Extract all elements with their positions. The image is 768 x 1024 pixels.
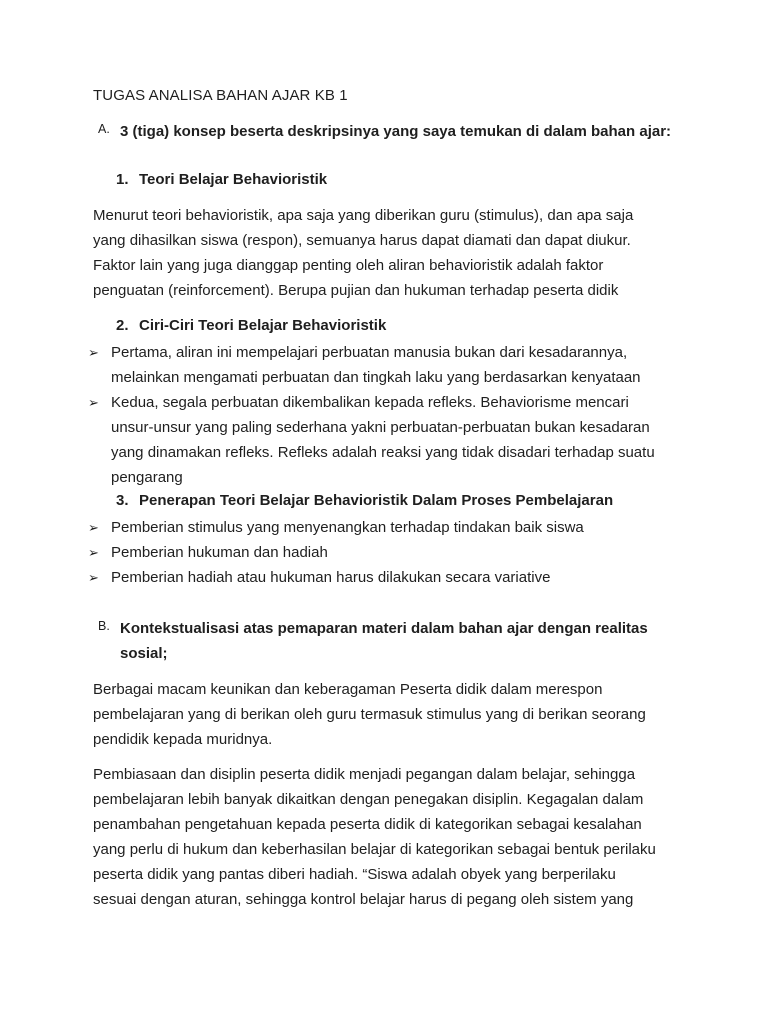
paragraph-line: penguatan (reinforcement). Berupa pujian dan hukuman terhadap peserta didik [93, 282, 619, 299]
arrowhead-bullet-icon: ➢ [88, 570, 99, 585]
paragraph-line: Faktor lain yang juga dianggap penting oleh aliran behavioristik adalah faktor [93, 257, 604, 274]
item-1-heading [116, 168, 327, 192]
section-b-letter: B. [98, 619, 110, 633]
item-number: 1. [116, 171, 129, 188]
paragraph-line: Berbagai macam keunikan dan keberagaman Peserta didik dalam merespon [93, 681, 603, 698]
section-b-paragraph-1 [93, 677, 683, 752]
paragraph-line: yang perlu di hukum dan keberhasilan belajar di kategorikan sebagai bentuk perilaku [93, 841, 656, 858]
paragraph-line: pembelajaran yang di berikan oleh guru termasuk stimulus yang di berikan seorang [93, 706, 646, 723]
document-title: TUGAS ANALISA BAHAN AJAR KB 1 [93, 87, 348, 104]
paragraph-line: peserta didik yang pantas diberi hadiah. “Siswa adalah obyek yang berperilaku [93, 866, 616, 883]
bullet-line: yang dinamakan refleks. Refleks adalah reaksi yang tidak disadari terhadap suatu [111, 444, 655, 461]
arrowhead-bullet-icon: ➢ [88, 345, 99, 360]
item-heading-text: Teori Belajar Behavioristik [139, 171, 328, 188]
item-heading-text: Penerapan Teori Belajar Behavioristik Dalam Proses Pembelajaran [139, 492, 614, 509]
section-b-heading-text: Kontekstualisasi atas pemaparan materi dalam bahan ajar dengan realitas sosial; [120, 620, 648, 662]
item-number: 2. [116, 317, 129, 334]
bullet-line: Pemberian stimulus yang menyenangkan terhadap tindakan baik siswa [111, 519, 584, 536]
arrowhead-bullet-icon: ➢ [88, 395, 99, 410]
bullet-line: Kedua, segala perbuatan dikembalikan kepada refleks. Behaviorisme mencari [111, 394, 629, 411]
paragraph-line: Menurut teori behavioristik, apa saja yang diberikan guru (stimulus), dan apa saja [93, 207, 634, 224]
bullet-line: Pemberian hukuman dan hadiah [111, 544, 328, 561]
section-a-heading-text: 3 (tiga) konsep beserta deskripsinya yang saya temukan di dalam bahan ajar: [120, 123, 672, 140]
item-2-heading [116, 314, 386, 338]
item-heading-text: Ciri-Ciri Teori Belajar Behavioristik [139, 317, 387, 334]
arrowhead-bullet-icon: ➢ [88, 545, 99, 560]
paragraph-line: pendidik kepada muridnya. [93, 731, 273, 748]
paragraph-line: pembelajaran lebih banyak dikaitkan dengan penegakan disiplin. Kegagalan dalam [93, 791, 644, 808]
paragraph-line: Pembiasaan dan disiplin peserta didik menjadi pegangan dalam belajar, sehingga [93, 766, 636, 783]
paragraph-line: yang dihasilkan siswa (respon), semuanya harus dapat diamati dan dapat diukur. [93, 232, 631, 249]
bullet-line: Pemberian hadiah atau hukuman harus dilakukan secara variative [111, 569, 551, 586]
bullet-line: Pertama, aliran ini mempelajari perbuatan manusia bukan dari kesadarannya, [111, 344, 628, 361]
bullet-line: pengarang [111, 469, 183, 486]
item-3-heading [116, 489, 613, 513]
section-a-letter: A. [98, 122, 110, 136]
bullet-line: melainkan mengamati perbuatan dan tingkah laku yang berdasarkan kenyataan [111, 369, 641, 386]
paragraph-line: penambahan pengetahuan kepada peserta didik di kategorikan sebagai kesalahan [93, 816, 642, 833]
item-1-paragraph [93, 203, 683, 303]
item-number: 3. [116, 492, 129, 509]
bullet-line: unsur-unsur yang paling sederhana yakni perbuatan-perbuatan bukan kesadaran [111, 419, 650, 436]
section-b-paragraph-2 [93, 762, 683, 912]
paragraph-line: sesuai dengan aturan, sehingga kontrol belajar harus di pegang oleh sistem yang [93, 891, 634, 908]
arrowhead-bullet-icon: ➢ [88, 520, 99, 535]
